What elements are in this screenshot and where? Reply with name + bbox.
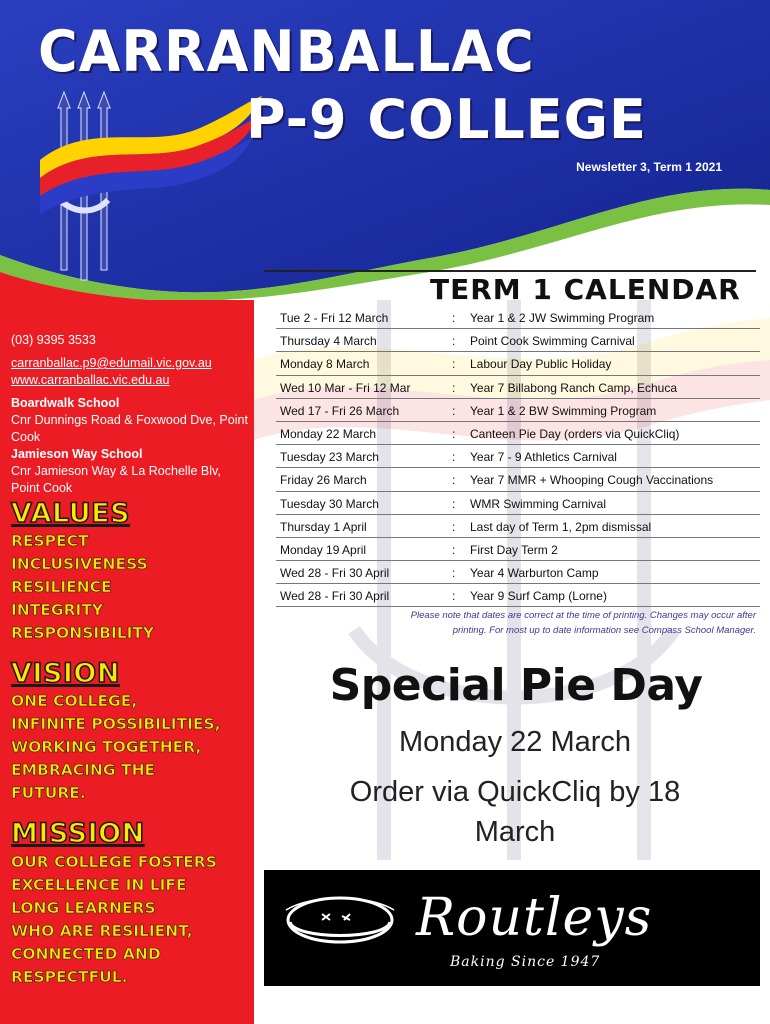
mission-line: CONNECTED AND xyxy=(11,945,161,963)
values-heading: VALUES xyxy=(11,498,131,529)
calendar-date: Tue 2 - Fri 12 March xyxy=(280,311,389,325)
values-list xyxy=(11,530,251,645)
calendar-date: Thursday 1 April xyxy=(280,519,367,534)
mission-statement xyxy=(11,851,251,989)
calendar-row xyxy=(276,399,760,422)
calendar-row xyxy=(276,492,760,515)
value-item: INCLUSIVENESS xyxy=(11,555,148,573)
calendar-date: Tuesday 23 March xyxy=(280,450,379,465)
pie-day-heading: Special Pie Day xyxy=(329,660,703,711)
calendar-separator: : xyxy=(452,566,456,581)
calendar-separator: : xyxy=(452,589,456,604)
calendar-rule xyxy=(264,270,756,272)
calendar-row xyxy=(276,561,760,584)
calendar-date: Wed 28 - Fri 30 April xyxy=(280,589,390,604)
calendar-event: Canteen Pie Day (orders via QuickCliq) xyxy=(470,426,680,441)
calendar-event: WMR Swimming Carnival xyxy=(470,496,607,511)
value-item: RESPONSIBILITY xyxy=(11,624,155,642)
mission-line: WHO ARE RESILIENT, xyxy=(11,922,193,940)
value-item: INTEGRITY xyxy=(11,601,104,619)
calendar-date: Wed 17 - Fri 26 March xyxy=(280,403,400,418)
mission-line: OUR COLLEGE FOSTERS xyxy=(11,853,217,871)
mission-line: EXCELLENCE IN LIFE xyxy=(11,876,187,894)
calendar-separator: : xyxy=(452,473,456,488)
vision-line: ONE COLLEGE, xyxy=(11,692,138,710)
phone-number: (03) 9395 3533 xyxy=(11,333,96,347)
calendar-row xyxy=(276,584,760,607)
contact-details xyxy=(11,332,251,497)
calendar-separator: : xyxy=(452,519,456,534)
vision-line: EMBRACING THE xyxy=(11,761,156,779)
calendar-row xyxy=(276,538,760,561)
campus1-name: Boardwalk School xyxy=(11,396,120,410)
newsletter-issue: Newsletter 3, Term 1 2021 xyxy=(576,160,722,174)
vision-statement xyxy=(11,690,251,805)
calendar-event: First Day Term 2 xyxy=(470,542,558,557)
calendar-separator: : xyxy=(452,380,456,395)
sponsor-logo: Routleys xyxy=(416,888,653,948)
calendar-row xyxy=(276,352,760,375)
vision-line: WORKING TOGETHER, xyxy=(11,738,202,756)
calendar-note-line: printing. For most up to date information see Compass School Manager. xyxy=(452,625,756,636)
calendar-date: Monday 19 April xyxy=(280,542,367,557)
calendar-note-line: Please note that dates are correct at the time of printing. Changes may occur after xyxy=(410,610,756,621)
website-link[interactable]: www.carranballac.vic.edu.au xyxy=(11,373,170,387)
calendar-event: Year 1 & 2 JW Swimming Program xyxy=(470,311,655,325)
calendar-event: Point Cook Swimming Carnival xyxy=(470,334,635,349)
calendar-date: Monday 22 March xyxy=(280,426,377,441)
calendar-heading: TERM 1 CALENDAR xyxy=(430,273,741,306)
mission-line: LONG LEARNERS xyxy=(11,899,156,917)
campus1-address: Cnr Dunnings Road & Foxwood Dve, Point Cook xyxy=(11,413,248,444)
calendar-date: Thursday 4 March xyxy=(280,334,377,349)
calendar-separator: : xyxy=(452,450,456,465)
campus2-name: Jamieson Way School xyxy=(11,447,143,461)
calendar-event: Year 7 Billabong Ranch Camp, Echuca xyxy=(470,380,678,395)
vision-line: INFINITE POSSIBILITIES, xyxy=(11,715,221,733)
calendar-date: Friday 26 March xyxy=(280,473,367,488)
mission-heading: MISSION xyxy=(11,818,145,849)
sidebar xyxy=(0,300,254,1024)
calendar-separator: : xyxy=(452,496,456,511)
pie-day-order-line: Order via QuickCliq by 18 xyxy=(349,776,681,808)
calendar-event: Year 1 & 2 BW Swimming Program xyxy=(470,403,657,418)
calendar-row xyxy=(276,329,760,352)
calendar-date: Monday 8 March xyxy=(280,357,370,372)
pie-day-date: Monday 22 March xyxy=(398,726,632,758)
sponsor-banner xyxy=(264,870,760,986)
calendar-event: Year 9 Surf Camp (Lorne) xyxy=(470,589,607,604)
vision-line: FUTURE. xyxy=(11,784,86,802)
calendar-event: Year 7 - 9 Athletics Carnival xyxy=(470,450,617,465)
calendar-date: Wed 28 - Fri 30 April xyxy=(280,566,390,581)
calendar-separator: : xyxy=(452,357,456,372)
calendar-event: Last day of Term 1, 2pm dismissal xyxy=(470,519,652,534)
campus2-address: Cnr Jamieson Way & La Rochelle Blv, Point Cook xyxy=(11,464,221,495)
college-name-line1: CARRANBALLAC xyxy=(38,18,535,85)
calendar-row xyxy=(276,445,760,468)
calendar-row xyxy=(276,422,760,445)
calendar-date: Wed 10 Mar - Fri 12 Mar xyxy=(280,380,411,395)
calendar-row xyxy=(276,515,760,538)
calendar-separator: : xyxy=(452,311,456,325)
vision-heading: VISION xyxy=(11,658,120,689)
pie-day-order-info xyxy=(290,772,740,852)
mission-line: RESPECTFUL. xyxy=(11,968,128,986)
calendar-event: Year 7 MMR + Whooping Cough Vaccinations xyxy=(470,473,714,488)
email-link[interactable]: carranballac.p9@edumail.vic.gov.au xyxy=(11,356,212,370)
value-item: RESILIENCE xyxy=(11,578,112,596)
calendar-separator: : xyxy=(452,334,456,349)
calendar-separator: : xyxy=(452,403,456,418)
pie-day-order-line: March xyxy=(474,816,556,848)
calendar-event: Labour Day Public Holiday xyxy=(470,357,612,372)
value-item: RESPECT xyxy=(11,532,89,550)
pie-icon xyxy=(272,870,412,986)
calendar-row xyxy=(276,468,760,491)
calendar-table xyxy=(276,306,760,607)
calendar-date: Tuesday 30 March xyxy=(280,496,379,511)
calendar-separator: : xyxy=(452,426,456,441)
calendar-row xyxy=(276,376,760,399)
calendar-separator: : xyxy=(452,542,456,557)
college-name-line2: P-9 COLLEGE xyxy=(246,88,647,151)
sponsor-tagline: Baking Since 1947 xyxy=(450,954,601,970)
calendar-row xyxy=(276,306,760,329)
masthead xyxy=(0,0,770,300)
calendar-event: Year 4 Warburton Camp xyxy=(470,566,599,581)
calendar-note xyxy=(360,608,756,638)
